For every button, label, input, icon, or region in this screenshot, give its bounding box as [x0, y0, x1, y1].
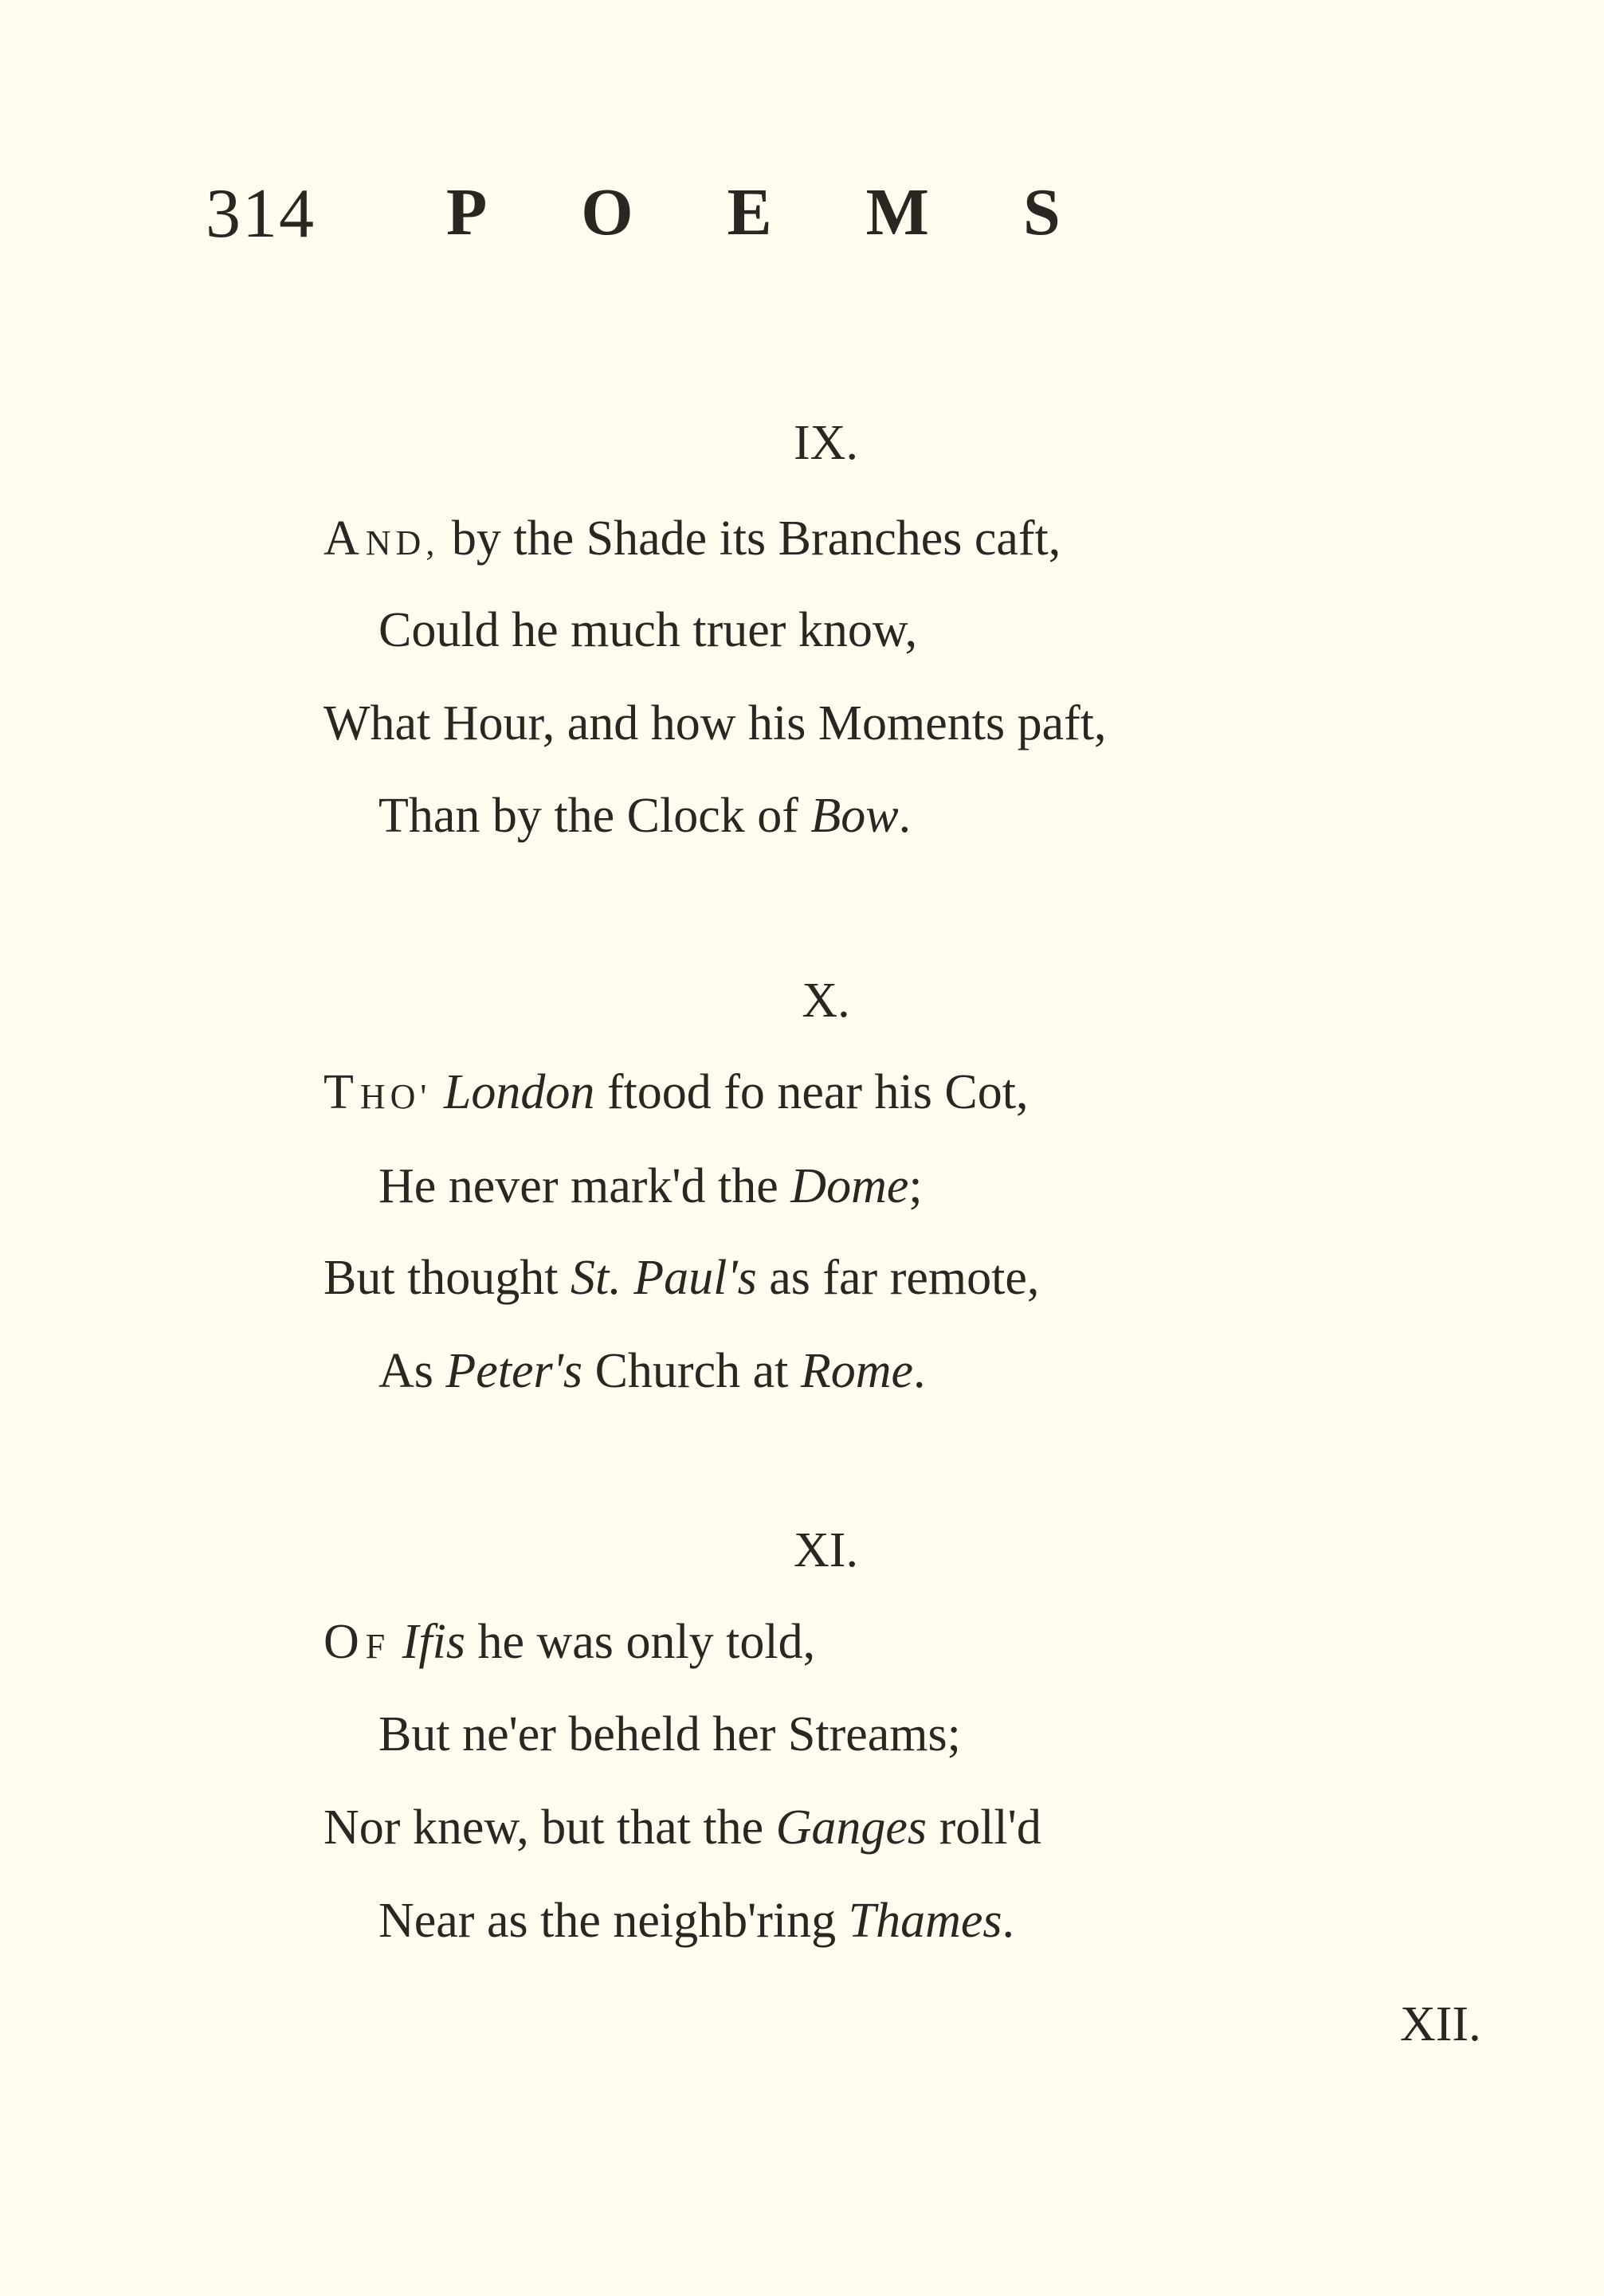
verse-line: But thought St. Paul's as far remote,	[324, 1251, 1040, 1305]
verse-line: But ne'er beheld her Streams;	[378, 1707, 961, 1761]
verse-line: Near as the neighb'ring Thames.	[378, 1894, 1015, 1948]
verse-line: Nor knew, but that the Ganges roll'd	[324, 1800, 1041, 1855]
verse-line: OF Ifis he was only told,	[324, 1615, 816, 1669]
catchword: XII.	[1400, 1997, 1481, 2051]
stanza-number-x: X.	[802, 974, 850, 1028]
stanza-number-xi: XI.	[794, 1523, 858, 1577]
verse-line: Than by the Clock of Bow.	[378, 789, 912, 843]
running-title: POEMS	[446, 175, 1155, 249]
verse-line: What Hour, and how his Moments paft,	[324, 696, 1107, 750]
page-number: 314	[206, 175, 316, 253]
verse-line: AND, by the Shade its Branches caft,	[324, 511, 1061, 566]
verse-line: Could he much truer know,	[378, 603, 918, 657]
verse-line: THO' London ftood fo near his Cot,	[324, 1065, 1029, 1119]
verse-line: He never mark'd the Dome;	[378, 1159, 923, 1213]
verse-line: As Peter's Church at Rome.	[378, 1344, 926, 1398]
stanza-number-ix: IX.	[794, 416, 858, 470]
